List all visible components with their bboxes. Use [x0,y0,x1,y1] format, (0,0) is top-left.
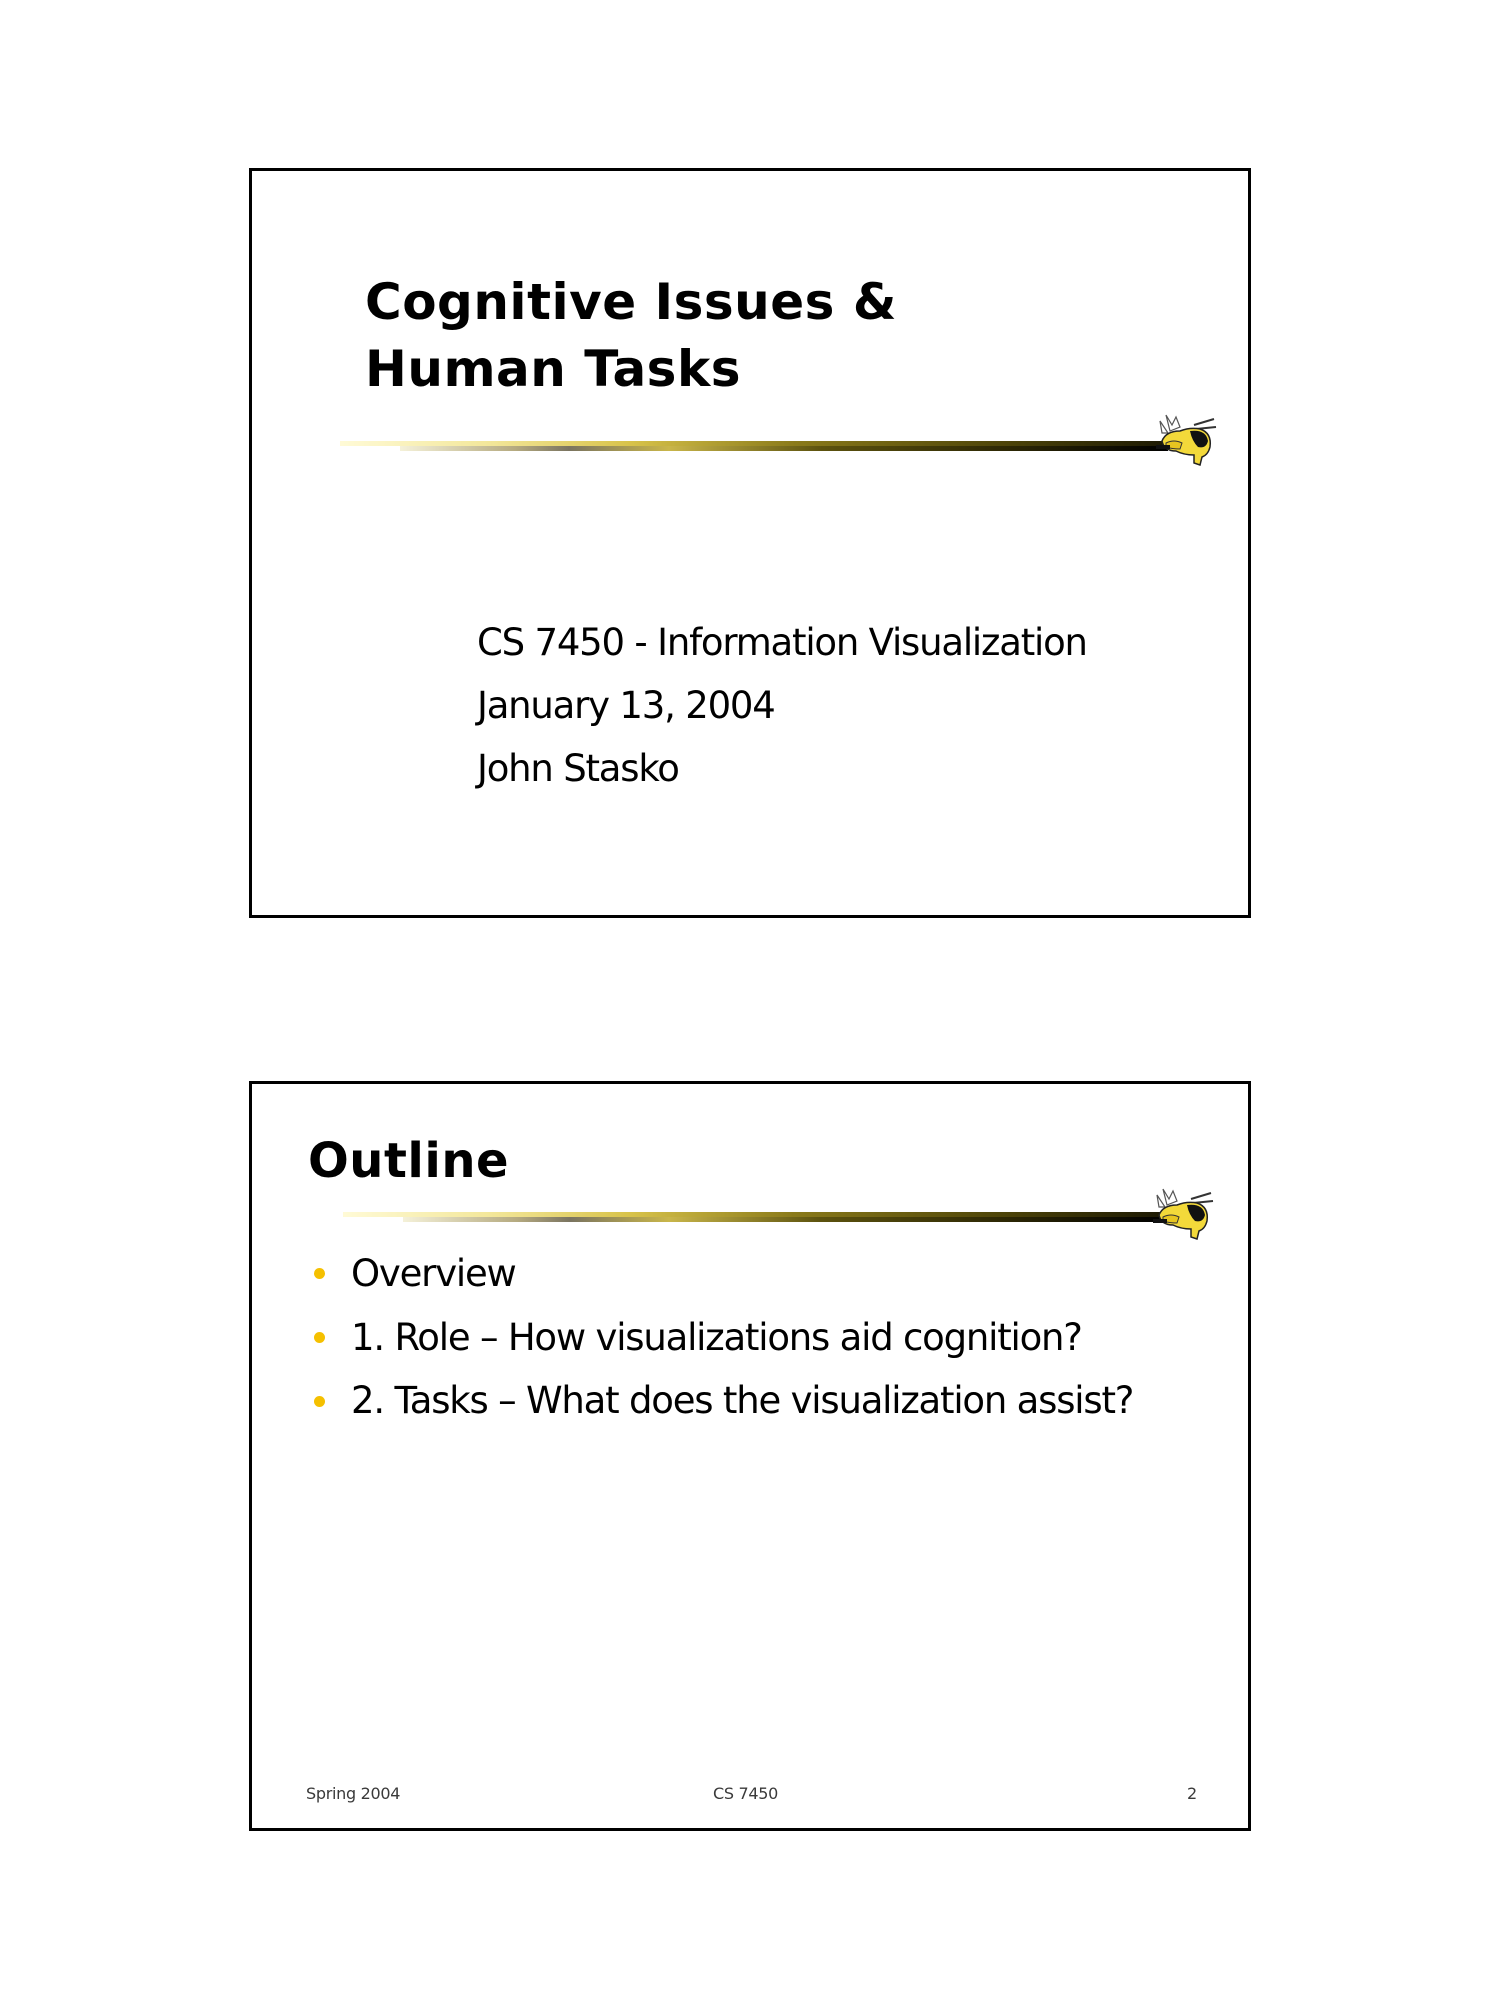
yellow-jacket-bee-icon [1156,411,1218,467]
rule-bottom-stroke [403,1217,1163,1222]
bullet-item-tasks [314,1370,1194,1432]
footer-course: CS 7450 [713,1784,779,1803]
slide-title: Outline [308,1133,510,1189]
date-line: January 13, 2004 [477,684,775,727]
outline-bullet-list [314,1242,1194,1432]
bullet-text: 1. Role – How visualizations aid cognition? [351,1316,1082,1359]
gold-gradient-rule [343,1212,1163,1224]
slide-1-title-slide [249,168,1251,918]
rule-bottom-stroke [400,446,1168,451]
footer-page-number: 2 [1187,1784,1197,1803]
bullet-item-overview [314,1242,1194,1306]
bullet-dot-icon [314,1396,325,1407]
title-line-1: Cognitive Issues & [365,273,897,331]
bullet-dot-icon [314,1332,325,1343]
course-line: CS 7450 - Information Visualization [477,621,1087,664]
subtitle-block [477,611,1087,800]
bullet-text: 2. Tasks – What does the visualization assist? [351,1379,1134,1422]
yellow-jacket-bee-icon [1153,1185,1215,1241]
bullet-text: Overview [351,1252,516,1295]
gold-gradient-rule [340,441,1168,453]
title-line-2: Human Tasks [365,340,741,398]
bullet-item-role [314,1306,1194,1370]
author-line: John Stasko [477,747,679,790]
slide-2-outline [249,1081,1251,1831]
slide-title [365,269,897,403]
bullet-dot-icon [314,1268,325,1279]
footer-term: Spring 2004 [306,1784,401,1803]
